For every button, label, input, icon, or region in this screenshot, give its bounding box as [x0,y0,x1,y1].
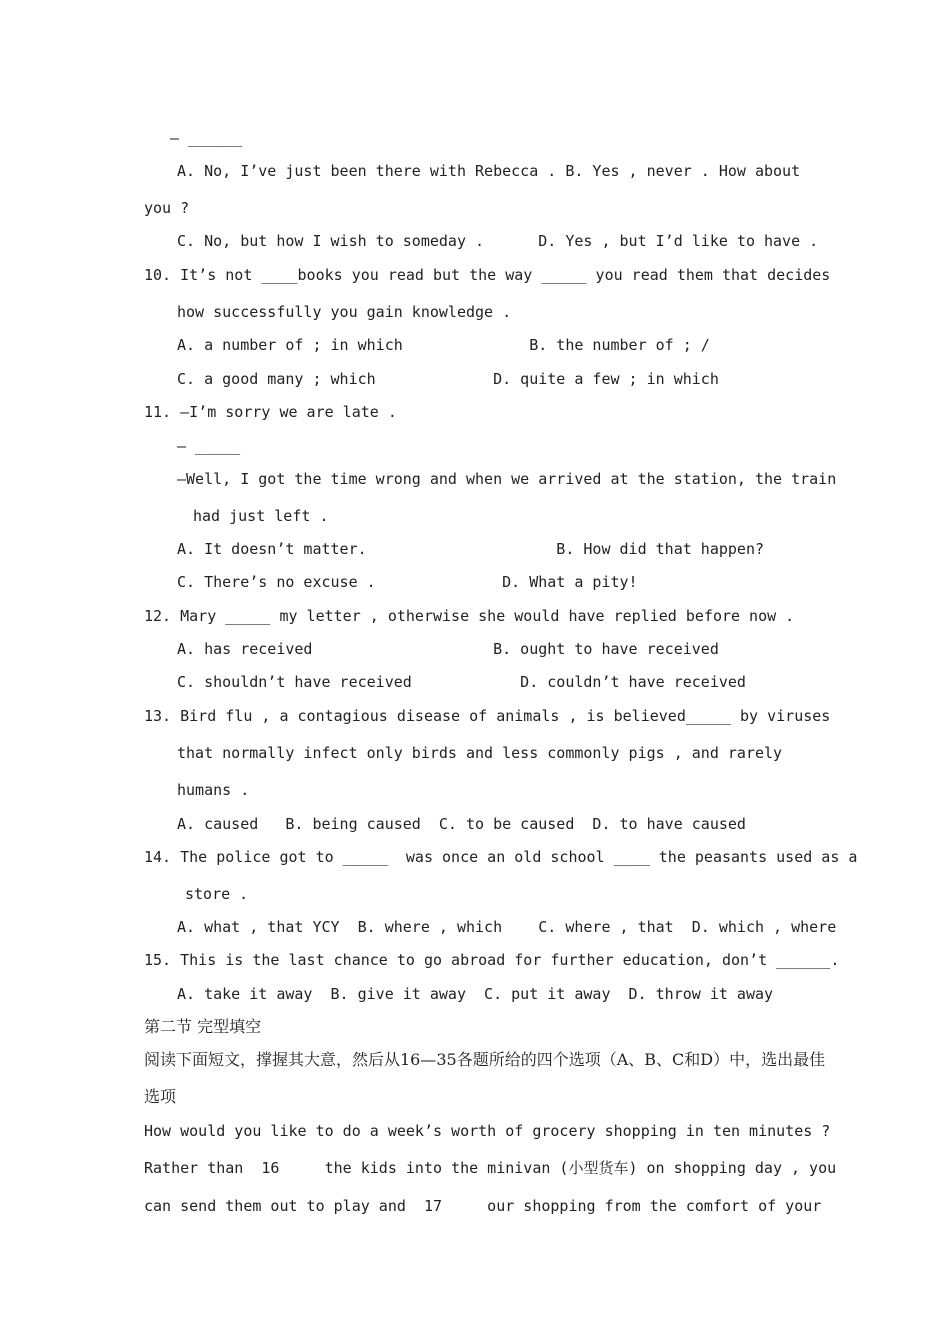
option-line: C. There’s no excuse . D. What a pity! [177,573,638,591]
option-line: A. take it away B. give it away C. put it away D. throw it away [177,985,774,1003]
option-line: C. No, but how I wish to someday . D. Yes , but I’d like to have . [177,232,819,250]
question-text: how successfully you gain knowledge . [177,303,512,321]
question-12: 12. Mary _____ my letter , otherwise she would have replied before now . [144,607,795,625]
question-text: had just left . [193,507,329,525]
question-text: —Well, I got the time wrong and when we arrived at the station, the train [177,470,837,488]
option-line: A. No, I’ve just been there with Rebecca . B. Yes , never . How about [177,162,801,180]
section-instructions: 阅读下面短文，撑握其大意，然后从16—35各题所给的四个选项（A、B、C和D）中，选出最佳 [144,1050,826,1069]
question-13: 13. Bird flu , a contagious disease of animals , is believed_____ by viruses [144,707,831,725]
option-line: A. It doesn’t matter. B. How did that happen? [177,540,764,558]
option-line: you ? [144,199,190,217]
answer-blank-line: — ______ [170,129,243,147]
question-text: humans . [177,781,250,799]
question-15: 15. This is the last chance to go abroad for further education, don’t ______. [144,951,840,969]
question-10: 10. It’s not ____books you read but the way _____ you read them that decides [144,266,831,284]
option-line: A. what , that YCY B. where , which C. where , that D. which , where [177,918,837,936]
question-11: 11. —I’m sorry we are late . [144,403,397,421]
question-14: 14. The police got to _____ was once an old school ____ the peasants used as a [144,848,858,866]
option-line: C. a good many ; which D. quite a few ; in which [177,370,719,388]
section-heading: 第二节 完型填空 [144,1017,262,1036]
question-text: that normally infect only birds and less commonly pigs , and rarely [177,744,783,762]
answer-blank-line: — _____ [177,437,241,455]
option-line: A. caused B. being caused C. to be caused D. to have caused [177,815,746,833]
option-line: A. has received B. ought to have received [177,640,719,658]
passage-line: How would you like to do a week’s worth of grocery shopping in ten minutes ? [144,1122,831,1140]
question-text: store . [185,885,249,903]
section-instructions: 选项 [144,1087,177,1106]
passage-line: Rather than 16 the kids into the minivan (小型货车) on shopping day , you [144,1159,837,1177]
passage-line: can send them out to play and 17 our shopping from the comfort of your [144,1197,822,1215]
option-line: A. a number of ; in which B. the number of ; / [177,336,710,354]
option-line: C. shouldn’t have received D. couldn’t have received [177,673,746,691]
